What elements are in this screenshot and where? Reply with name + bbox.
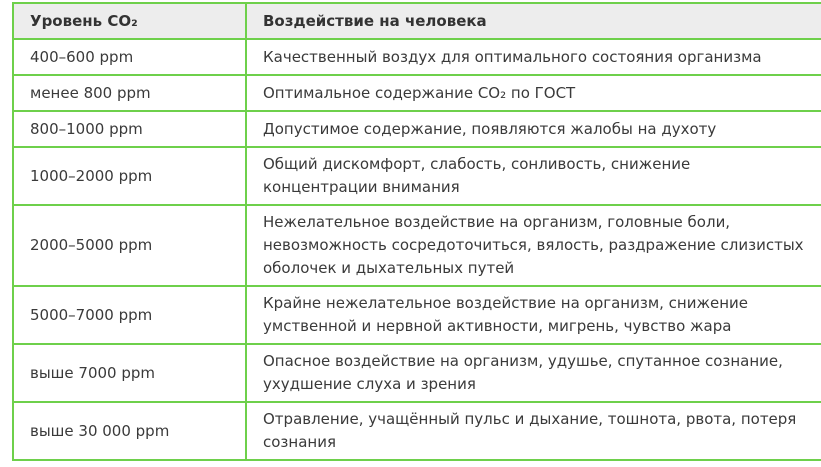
effect-cell: Нежелательное воздействие на организм, головные боли, невозможность сосредоточиться, вялость, раздражение слизистых оболочек и дыхательных путей xyxy=(246,205,821,286)
co2-level-cell: 800–1000 ppm xyxy=(13,111,246,147)
effect-cell: Крайне нежелательное воздействие на организм, снижение умственной и нервной активности, мигрень, чувство жара xyxy=(246,286,821,344)
effect-cell: Общий дискомфорт, слабость, сонливость, снижение концентрации внимания xyxy=(246,147,821,205)
header-row xyxy=(13,3,821,39)
table-row xyxy=(13,205,821,286)
effect-cell: Допустимое содержание, появляются жалобы на духоту xyxy=(246,111,821,147)
table-row xyxy=(13,344,821,402)
effect-cell: Качественный воздух для оптимального состояния организма xyxy=(246,39,821,75)
co2-level-cell: выше 30 000 ppm xyxy=(13,402,246,460)
effect-cell: Оптимальное содержание CO₂ по ГОСТ xyxy=(246,75,821,111)
co2-level-cell: выше 7000 ppm xyxy=(13,344,246,402)
table-header xyxy=(13,3,821,39)
co2-level-cell: 5000–7000 ppm xyxy=(13,286,246,344)
table-row xyxy=(13,286,821,344)
co2-level-cell: 2000–5000 ppm xyxy=(13,205,246,286)
effect-cell: Опасное воздействие на организм, удушье, спутанное сознание, ухудшение слуха и зрения xyxy=(246,344,821,402)
co2-levels-table xyxy=(12,2,821,461)
table-body xyxy=(13,39,821,460)
effect-cell: Отравление, учащённый пульс и дыхание, тошнота, рвота, потеря сознания xyxy=(246,402,821,460)
table-row xyxy=(13,39,821,75)
table-row xyxy=(13,75,821,111)
table-row xyxy=(13,111,821,147)
co2-level-cell: 400–600 ppm xyxy=(13,39,246,75)
header-effect-on-human: Воздействие на человека xyxy=(246,3,821,39)
co2-level-cell: 1000–2000 ppm xyxy=(13,147,246,205)
co2-level-cell: менее 800 ppm xyxy=(13,75,246,111)
table-row xyxy=(13,147,821,205)
header-co2-level: Уровень CO₂ xyxy=(13,3,246,39)
table-row xyxy=(13,402,821,460)
